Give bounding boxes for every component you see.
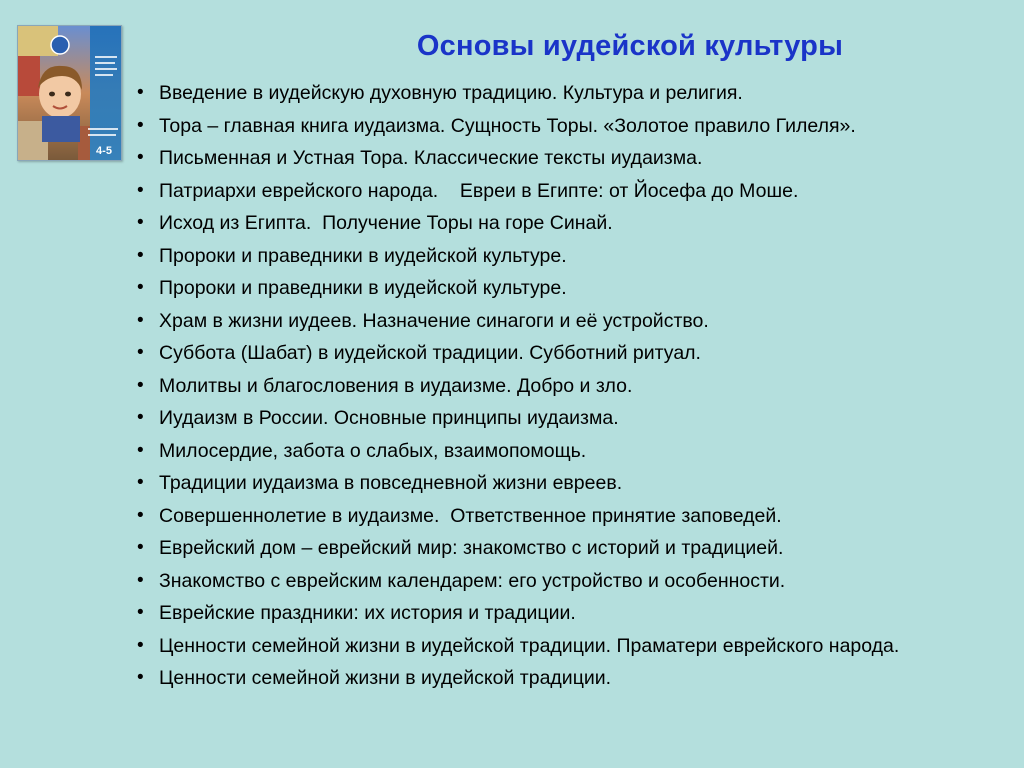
bullet-icon: • bbox=[137, 114, 144, 136]
bullet-icon: • bbox=[137, 537, 144, 558]
bullet-icon: • bbox=[137, 342, 144, 363]
list-item-text: Патриархи еврейского народа. Евреи в Египте: от Йосефа до Моше. bbox=[159, 179, 799, 202]
list-item-text: Письменная и Устная Тора. Классические тексты иудаизма. bbox=[159, 147, 703, 169]
list-item-text: Еврейский дом – еврейский мир: знакомство с историй и традицией. bbox=[159, 537, 784, 559]
bullet-icon: • bbox=[137, 374, 144, 396]
bullet-icon: • bbox=[137, 147, 144, 168]
bullet-icon: • bbox=[137, 244, 144, 266]
list-item-text: Милосердие, забота о слабых, взаимопомощь. bbox=[159, 439, 587, 462]
list-item-text: Совершеннолетие в иудаизме. Ответственное принятие заповедей. bbox=[159, 504, 782, 527]
list-item-text: Ценности семейной жизни в иудейской традиции. Праматери еврейского народа. bbox=[159, 634, 900, 657]
bullet-icon: • bbox=[137, 602, 144, 623]
list-item-text: Еврейские праздники: их история и традиции. bbox=[159, 602, 576, 624]
list-item-text: Исход из Египта. Получение Торы на горе Синай. bbox=[159, 212, 613, 234]
list-item-text: Иудаизм в России. Основные принципы иудаизма. bbox=[159, 407, 619, 429]
bullet-icon: • bbox=[137, 407, 144, 428]
textbook-cover-icon bbox=[18, 26, 121, 160]
slide-title: Основы иудейской культуры bbox=[416, 30, 844, 62]
bullet-icon: • bbox=[137, 504, 144, 526]
bullet-icon: • bbox=[137, 634, 144, 656]
bullet-icon: • bbox=[137, 179, 144, 201]
list-item-text: Пророки и праведники в иудейской культуре. bbox=[159, 277, 567, 299]
list-item-text: Ценности семейной жизни в иудейской традиции. bbox=[159, 667, 612, 689]
bullet-icon: • bbox=[137, 667, 144, 688]
list-item-text: Знакомство с еврейским календарем: его устройство и особенности. bbox=[159, 569, 786, 592]
list-item-text: Введение в иудейскую духовную традицию. Культура и религия. bbox=[159, 82, 743, 104]
bullet-icon: • bbox=[137, 277, 144, 298]
list-item-text: Традиции иудаизма в повседневной жизни евреев. bbox=[159, 472, 623, 494]
list-item-text: Пророки и праведники в иудейской культуре. bbox=[159, 244, 567, 267]
bullet-icon: • bbox=[137, 82, 144, 103]
bullet-icon: • bbox=[137, 472, 144, 493]
list-item-text: Суббота (Шабат) в иудейской традиции. Субботний ритуал. bbox=[159, 342, 701, 364]
list-item-text: Храм в жизни иудеев. Назначение синагоги и её устройство. bbox=[159, 309, 709, 332]
textbook-cover-image bbox=[17, 25, 122, 161]
bullet-icon: • bbox=[137, 212, 144, 233]
list-item-text: Тора – главная книга иудаизма. Сущность Торы. «Золотое правило Гилеля». bbox=[159, 114, 856, 137]
cover-grade-label: 4-5 bbox=[96, 145, 112, 157]
bullet-icon: • bbox=[137, 569, 144, 591]
bullet-icon: • bbox=[137, 439, 144, 461]
bullet-icon: • bbox=[137, 309, 144, 331]
list-item-text: Молитвы и благословения в иудаизме. Добро и зло. bbox=[159, 374, 633, 397]
